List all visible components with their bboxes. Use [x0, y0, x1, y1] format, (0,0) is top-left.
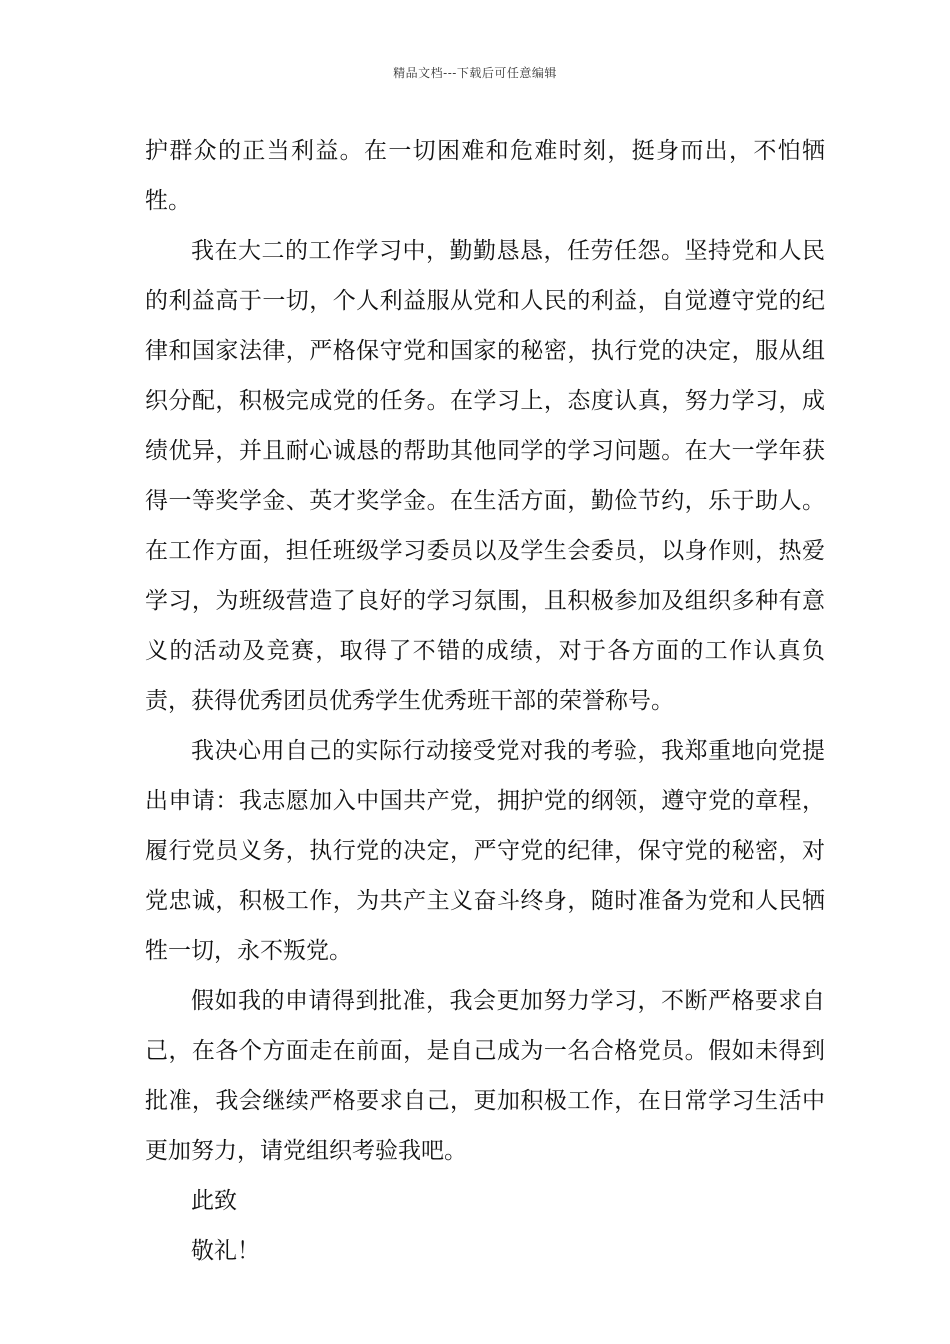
- closing-salutation: 此致: [191, 1188, 237, 1214]
- document-body: [145, 126, 825, 1276]
- paragraph-study-work: 我在大二的工作学习中，勤勤恳恳，任劳任怨。坚持党和人民的利益高于一切，个人利益服从党和人民的利益，自觉遵守党的纪律和国家法律，严格保守党和国家的秘密，执行党的决定，服从组织分配，积极完成党的任务。在学习上，态度认真，努力学习，成绩优异，并且耐心诚恳的帮助其他同学的学习问题。在大一学年获得一等奖学金、英才奖学金。在生活方面，勤俭节约，乐于助人。在工作方面，担任班级学习委员以及学生会委员，以身作则，热爱学习，为班级营造了良好的学习氛围，且积极参加及组织多种有意义的活动及竞赛，取得了不错的成绩，对于各方面的工作认真负责，获得优秀团员优秀学生优秀班干部的荣誉称号。: [145, 238, 825, 714]
- paragraph-application: 我决心用自己的实际行动接受党对我的考验，我郑重地向党提出申请：我志愿加入中国共产党，拥护党的纲领，遵守党的章程，履行党员义务，执行党的决定，严守党的纪律，保守党的秘密，对党忠诚，积极工作，为共产主义奋斗终身，随时准备为党和人民牺牲一切，永不叛党。: [145, 738, 825, 964]
- paragraph-continued: 护群众的正当利益。在一切困难和危难时刻，挺身而出，不怕牺牲。: [145, 138, 825, 214]
- closing-regards: 敬礼！: [191, 1238, 260, 1264]
- paragraph-commitment: 假如我的申请得到批准，我会更加努力学习，不断严格要求自己，在各个方面走在前面，是自己成为一名合格党员。假如未得到批准，我会继续严格要求自己，更加积极工作，在日常学习生活中更加努力，请党组织考验我吧。: [145, 988, 825, 1164]
- page-header: 精品文档---下载后可任意编辑: [393, 66, 557, 80]
